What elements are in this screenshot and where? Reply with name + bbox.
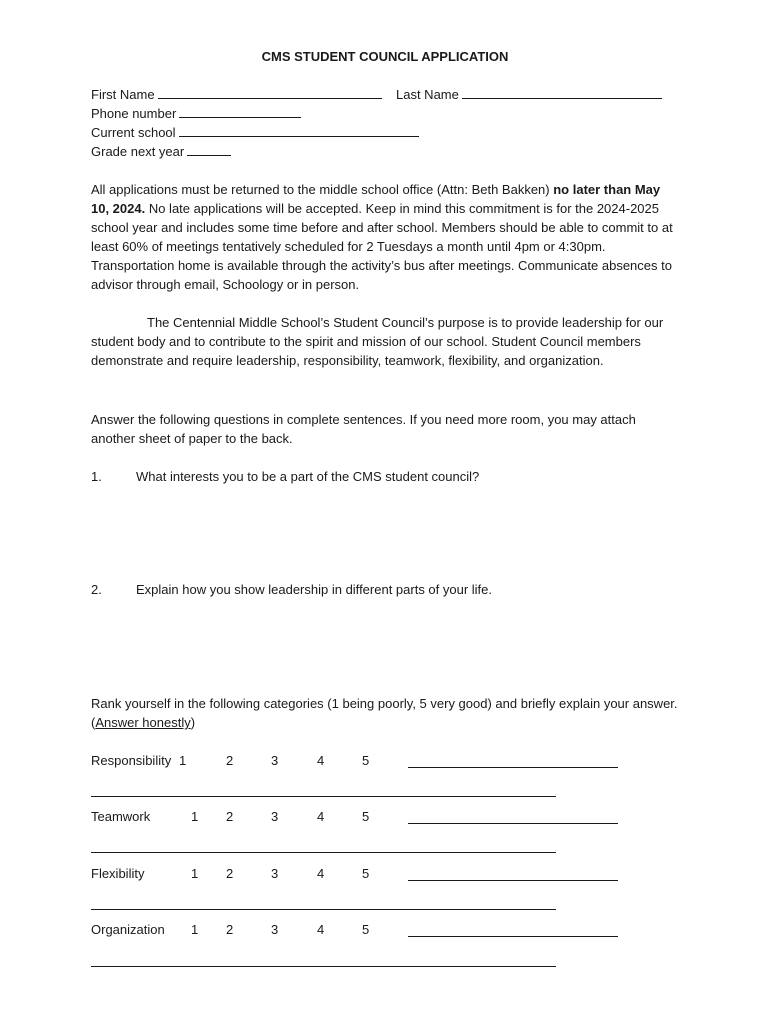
rank-option-4[interactable]: 4	[317, 753, 325, 768]
grade-field[interactable]	[187, 143, 231, 156]
school-label: Current school	[91, 125, 176, 140]
rank-option-5[interactable]: 5	[362, 753, 370, 768]
rank-category-label: Responsibility	[91, 753, 172, 768]
rank-option-3[interactable]: 3	[271, 753, 279, 768]
explanation-line[interactable]	[408, 823, 618, 824]
explanation-line-continued[interactable]	[91, 966, 556, 967]
rank-option-1[interactable]: 1	[191, 922, 199, 937]
deadline-text: no later than May 10, 2024.	[91, 182, 661, 216]
rank-option-2[interactable]: 2	[226, 809, 234, 824]
rank-option-5[interactable]: 5	[362, 922, 370, 937]
rank-option-2[interactable]: 2	[226, 922, 234, 937]
rank-option-4[interactable]: 4	[317, 809, 325, 824]
explanation-line-continued[interactable]	[91, 852, 556, 853]
school-row	[91, 124, 419, 141]
answer-instructions: Answer the following questions in complete sentences. If you need more room, you may attach another sheet of paper to the back.	[91, 412, 636, 446]
school-field[interactable]	[179, 124, 419, 137]
grade-row	[91, 143, 231, 160]
page-title: CMS STUDENT COUNCIL APPLICATION	[261, 49, 509, 64]
rank-option-4[interactable]: 4	[317, 866, 325, 881]
rank-option-3[interactable]: 3	[271, 922, 279, 937]
instructions-text-continued: No late applications will be accepted. Keep in mind this commitment is for the 2024-2025 school year and includes some time before and after school. Members should be able to commit to at least 60% of meetings tentatively scheduled for 2 Tuesdays a month until 4pm or 4:30pm. Transportation home is available through the activity’s bus after meetings. Communicate absences to advisor through email, Schoology or in person.	[91, 201, 673, 292]
rank-intro-text: Rank yourself in the following categories (1 being poorly, 5 very good) and briefly explain your answer. (	[91, 696, 678, 730]
explanation-line[interactable]	[408, 767, 618, 768]
rank-category-label: Organization	[91, 922, 165, 937]
rank-option-5[interactable]: 5	[362, 866, 370, 881]
rank-close-paren: )	[190, 715, 196, 730]
rank-option-3[interactable]: 3	[271, 866, 279, 881]
rank-option-3[interactable]: 3	[271, 809, 279, 824]
rank-category-label: Teamwork	[91, 809, 151, 824]
rank-option-2[interactable]: 2	[226, 753, 234, 768]
rank-option-1[interactable]: 1	[191, 866, 199, 881]
explanation-line[interactable]	[408, 880, 618, 881]
question-2-text: Explain how you show leadership in different parts of your life.	[136, 582, 493, 597]
instructions-text: All applications must be returned to the middle school office (Attn: Beth Bakken)	[91, 182, 554, 197]
phone-field[interactable]	[179, 105, 301, 118]
first-name-field[interactable]	[158, 86, 382, 99]
purpose-text: The Centennial Middle School’s Student Council’s purpose is to provide leadership for our student body and to contribute to the spirit and mission of our school. Student Council members demonstrate and require leadership, responsibility, teamwork, flexibility, and organization.	[91, 315, 664, 368]
phone-label: Phone number	[91, 106, 177, 121]
first-name-row	[91, 86, 382, 103]
last-name-label: Last Name	[396, 87, 459, 102]
rank-category-label: Flexibility	[91, 866, 145, 881]
first-name-label: First Name	[91, 87, 155, 102]
rank-option-1[interactable]: 1	[179, 753, 187, 768]
explanation-line-continued[interactable]	[91, 909, 556, 910]
purpose-paragraph	[91, 313, 681, 370]
rank-instructions	[91, 694, 681, 732]
question-2-number: 2.	[91, 582, 102, 597]
rank-option-1[interactable]: 1	[191, 809, 199, 824]
rank-option-5[interactable]: 5	[362, 809, 370, 824]
phone-row	[91, 105, 301, 122]
rank-option-2[interactable]: 2	[226, 866, 234, 881]
last-name-field[interactable]	[462, 86, 662, 99]
question-1-text: What interests you to be a part of the CMS student council?	[136, 469, 480, 484]
answer-honestly-text: Answer honestly	[95, 715, 191, 730]
explanation-line-continued[interactable]	[91, 796, 556, 797]
question-1-number: 1.	[91, 469, 102, 484]
last-name-row	[396, 86, 662, 103]
grade-label: Grade next year	[91, 144, 185, 159]
explanation-line[interactable]	[408, 936, 618, 937]
instructions-paragraph	[91, 180, 681, 294]
rank-option-4[interactable]: 4	[317, 922, 325, 937]
